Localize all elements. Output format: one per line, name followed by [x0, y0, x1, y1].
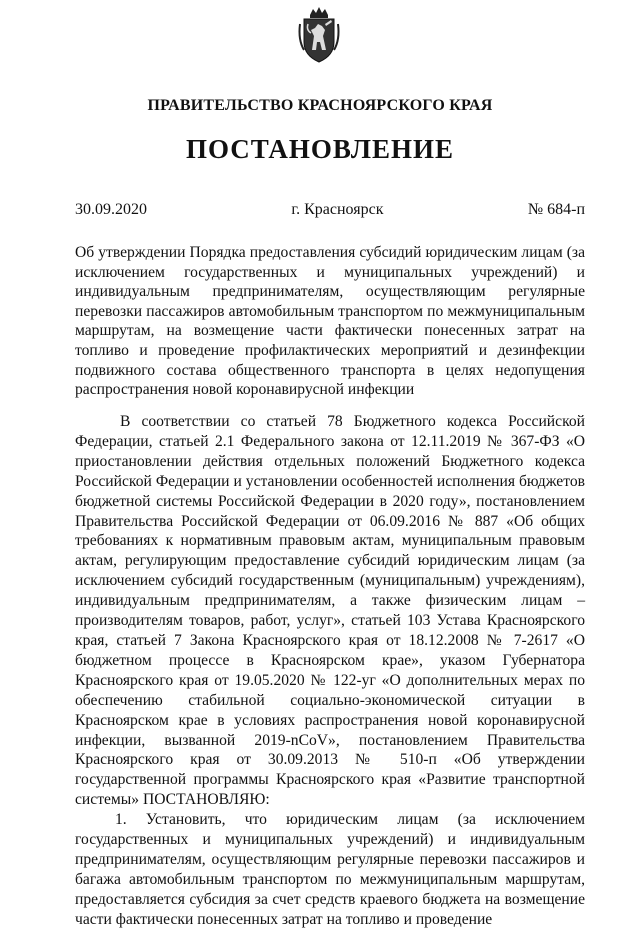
document-type: ПОСТАНОВЛЕНИЕ: [185, 134, 455, 164]
preamble-paragraph: В соответствии со статьей 78 Бюджетного кодекса Российской Федерации, статьей 2.1 Федерального закона от 12.11.2019 № 367-ФЗ «О приостановлении действия отдельных положений Бюджетного кодекса Российской Федерации и установлении особенностей исполнения бюджетов бюджетной системы Российской Федерации в 2020 году», постановлением Правительства Российской Федерации от 06.09.2016 № 887 «Об общих требованиях к нормативным правовым актам, муниципальным правовым актам, регулирующим предоставление субсидий юридическим лицам (за исключением субсидий государственным (муниципальным) учреждениям), индивидуальным предпринимателям, а также физическим лицам – производителям товаров, работ, услуг», статьей 103 Устава Красноярского края, статьей 7 Закона Красноярского края от 18.12.2008 № 7-2617 «О бюджетном процессе в Красноярском крае», указом Губернатора Красноярского края от 19.05.2020 № 122-уг «О дополнительных мерах по обеспечению стабильной социально-экономической ситуации в Красноярском крае в условиях распространения новой коронавирусной инфекции, вызванной 2019-nCoV», постановлением Правительства Красноярского края от 30.09.2013 № 510-п «Об утверждении государственной программы Красноярского края «Развитие транспортной системы» ПОСТАНОВЛЯЮ:: [75, 413, 585, 809]
document-body: [75, 412, 585, 930]
document-title: Об утверждении Порядка предоставления субсидий юридическим лицам (за исключением государственных и муниципальных учреждений) и индивидуальным предпринимателям, осуществляющим регулярные перевозки пассажиров автомобильным транспортом по межмуниципальным маршрутам, на возмещение части фактически понесенных затрат на топливо и проведение профилактических мероприятий и дезинфекции подвижного состава общественного транспорта в целях недопущения распространения новой коронавирусной инфекции: [75, 244, 585, 399]
document-number: № 684-п: [527, 201, 585, 218]
document-city: г. Красноярск: [291, 201, 384, 218]
document-meta-line: [75, 201, 585, 219]
document-date: 30.09.2020: [75, 201, 147, 218]
coat-of-arms-icon: [296, 6, 342, 64]
government-name: ПРАВИТЕЛЬСТВО КРАСНОЯРСКОГО КРАЯ: [147, 97, 493, 114]
clause-1-paragraph: 1. Установить, что юридическим лицам (за исключением государственных и муниципальных учреждений) и индивидуальным предпринимателям, осуществляющим регулярные перевозки пассажиров и багажа автомобильным транспортом по межмуниципальным маршрутам, предоставляется субсидия за счет средств краевого бюджета на возмещение части фактически понесенных затрат на топливо и проведение: [75, 811, 585, 928]
